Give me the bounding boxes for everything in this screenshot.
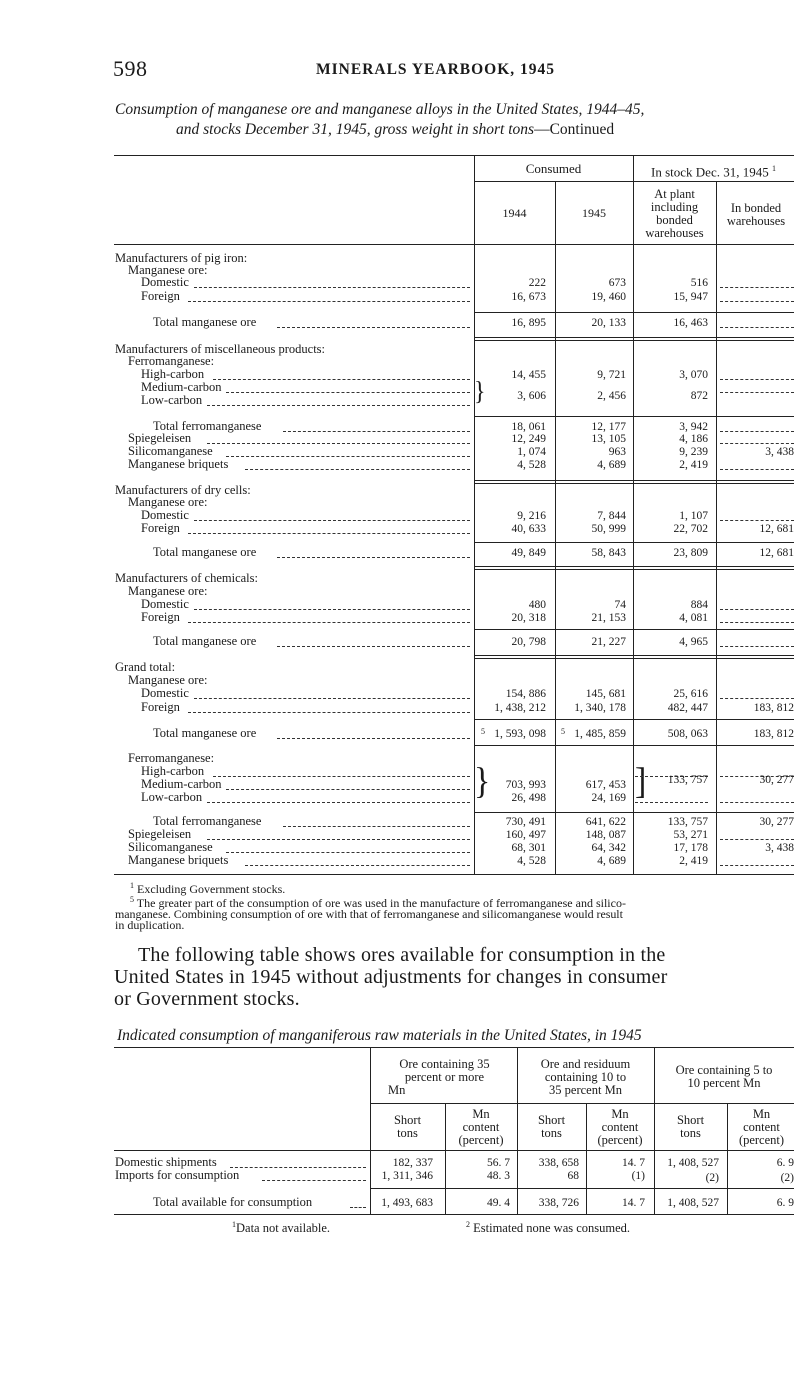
footnote-1: $^1$ Excluding Government stocks. [130, 881, 286, 896]
table1-cell-plant: 4, 081 [679, 612, 708, 624]
table1-cell-v1944: 40, 633 [511, 523, 546, 535]
table1-row-label: Total ferromanganese [153, 814, 262, 828]
leader-dots [207, 443, 470, 444]
table1-cell-plant: 15, 947 [673, 291, 708, 303]
table2-cell: 1, 311, 346 [381, 1170, 433, 1182]
subheader-mn-content-3: Mn content (percent) [738, 1107, 785, 1147]
table1-row-label: Total ferromanganese [153, 419, 262, 433]
leader-dots [226, 456, 470, 457]
table1-row-label: Foreign [141, 521, 180, 535]
table1-cell-v1945: 7, 844 [597, 510, 626, 522]
leader-dots [277, 557, 470, 558]
table1-cell-plant: 22, 702 [673, 523, 708, 535]
table1-cell-plant: 884 [690, 599, 708, 611]
empty-cell-dash [720, 622, 794, 623]
leader-dots [283, 431, 470, 432]
table1-row-label: Silicomanganese [128, 840, 213, 854]
leader-dots [262, 1180, 366, 1181]
table1-row-label: High-carbon [141, 367, 205, 381]
footnote-ref: 5 [561, 727, 565, 736]
footnote-5-line3: in duplication. [115, 918, 185, 932]
table1-cell-bonded: 3, 438 [765, 842, 794, 854]
leader-dots [277, 646, 470, 647]
table1-cell-v1944: 160, 497 [505, 829, 546, 841]
table2-cell: 1, 408, 527 [667, 1157, 719, 1169]
table1-cell-v1944: 4, 528 [517, 855, 546, 867]
empty-cell-dash [635, 802, 708, 803]
table1-cell-v1944: 4, 528 [517, 459, 546, 471]
table1-cell-v1944: 1, 438, 212 [494, 702, 546, 714]
table1-cell-v1944: 16, 895 [511, 317, 546, 329]
table2-cell: 182, 337 [392, 1157, 433, 1169]
table2-cell: 1, 408, 527 [667, 1197, 719, 1209]
table2-cell: (1) [631, 1170, 645, 1182]
table1-cell-v1944: 1, 593, 098 [494, 728, 546, 740]
table1-row-label: Total manganese ore [153, 545, 257, 559]
subheader-mn-content-1: Mn content (percent) [458, 1107, 504, 1147]
leader-dots [188, 712, 470, 713]
footnote-5-line2: manganese. Combining consumption of ore with that of ferromanganese and silicomanganese would result [115, 907, 623, 921]
leader-dots [188, 301, 470, 302]
empty-cell-dash [720, 520, 794, 521]
table1-cell-v1944: 14, 455 [511, 369, 546, 381]
body-paragraph-line1: The following table shows ores available for consumption in the [138, 944, 666, 966]
table1-row-label: Manganese ore: [128, 584, 208, 598]
table1-cell-plant: 16, 463 [673, 317, 708, 329]
leader-dots [194, 287, 470, 288]
header-at-plant: At plant including bonded warehouses [645, 187, 704, 240]
table2-footnote-1: $^1$Data not available. [232, 1220, 331, 1236]
table2-cell: (2) [705, 1172, 719, 1184]
empty-cell-dash [720, 609, 794, 610]
table1-cell-v1944: 730, 491 [505, 816, 546, 828]
table1-cell-v1945: 58, 843 [591, 547, 626, 559]
leader-dots [213, 379, 470, 380]
table1-cell-plant: 3, 070 [679, 369, 708, 381]
table2-row-label: Total available for consumption [153, 1195, 313, 1209]
table1-cell-plant: 23, 809 [673, 547, 708, 559]
table1-cell-v1945: 1, 485, 859 [574, 728, 626, 740]
table1-row-label: Medium-carbon [141, 380, 222, 394]
empty-cell-dash [720, 839, 794, 840]
empty-cell-dash [720, 301, 794, 302]
table1-row-label: Total manganese ore [153, 634, 257, 648]
table1-cell-v1944: 480 [528, 599, 546, 611]
running-title: MINERALS YEARBOOK, 1945 [316, 61, 556, 78]
table1-row-label: Foreign [141, 289, 180, 303]
table2-cell: 1, 493, 683 [381, 1197, 433, 1209]
table1-cell-v1945: 9, 721 [597, 369, 626, 381]
header-1945: 1945 [582, 206, 606, 220]
table1-cell-plant: 482, 447 [667, 702, 708, 714]
table1-row-label: Manufacturers of chemicals: [115, 571, 258, 585]
table1-cell-v1945: 74 [614, 599, 626, 611]
leader-dots [207, 405, 470, 406]
empty-cell-dash [720, 865, 794, 866]
table1-cell-v1944: 222 [528, 277, 546, 289]
table1-cell-v1945: 617, 453 [585, 779, 626, 791]
leader-dots [245, 469, 470, 470]
header-consumed: Consumed [525, 161, 582, 176]
table1-caption-line2: and stocks December 31, 1945, gross weight in short tons—Continued [176, 121, 615, 138]
table1-cell-v1944: 20, 798 [511, 636, 546, 648]
table1-cell-plant: 4, 965 [679, 636, 708, 648]
leader-dots [213, 776, 470, 777]
table2-cell: 48. 3 [487, 1170, 510, 1182]
table1-cell-bonded: 3, 438 [765, 446, 794, 458]
brace-grand-1944: } [474, 761, 491, 802]
table1-cell-v1945: 13, 105 [591, 433, 626, 445]
brace-misc: } [474, 377, 486, 407]
group-header-35pct: Ore containing 35 percent or more Mn [388, 1057, 490, 1097]
table1-row-label: Manganese briquets [128, 457, 229, 471]
table2-cell: 6. 9 [776, 1157, 794, 1169]
table1-row-label: Spiegeleisen [128, 827, 192, 841]
table2-cell: 6. 9 [776, 1197, 794, 1209]
table1-row-label: Total manganese ore [153, 726, 257, 740]
table1-cell-v1944: 26, 498 [511, 792, 546, 804]
table1-cell-plant: 1, 107 [679, 510, 708, 522]
table2-cell: 68 [567, 1170, 579, 1182]
table1-cell-v1945: 145, 681 [585, 688, 626, 700]
table1-cell-plant: 17, 178 [673, 842, 708, 854]
table2-caption: Indicated consumption of manganiferous raw materials in the United States, in 1945 [117, 1027, 642, 1044]
subheader-short-tons-1: Short tons [393, 1113, 422, 1140]
leader-dots [350, 1207, 366, 1208]
table1-cell-bonded: 30, 277 [759, 774, 794, 786]
table2-footnote-2: $^2$ Estimated none was consumed. [466, 1220, 631, 1236]
empty-cell-dash [720, 469, 794, 470]
leader-dots [283, 826, 470, 827]
table1-cell-plant: 2, 419 [679, 459, 708, 471]
leader-dots [226, 789, 470, 790]
subheader-short-tons-2: Short tons [537, 1113, 566, 1140]
table1-cell-bonded: 183, 812 [753, 702, 794, 714]
table1-row-label: Low-carbon [141, 790, 203, 804]
table1-row-label: Manufacturers of dry cells: [115, 483, 251, 497]
subheader-mn-content-2: Mn content (percent) [597, 1107, 643, 1147]
leader-dots [188, 533, 470, 534]
table1-row-label: Grand total: [115, 660, 176, 674]
empty-cell-dash [720, 327, 794, 328]
table1-row-label: Ferromanganese: [128, 354, 215, 368]
table1-row-label: Manganese ore: [128, 495, 208, 509]
table1-cell-v1945: 1, 340, 178 [574, 702, 626, 714]
table1-row-label: Manufacturers of pig iron: [115, 251, 248, 265]
table1-cell-v1944: 1, 074 [517, 446, 546, 458]
table2-row-label: Imports for consumption [115, 1168, 240, 1182]
leader-dots [207, 802, 470, 803]
footnote-ref: 5 [481, 727, 485, 736]
table1-cell-v1945: 2, 456 [597, 390, 626, 402]
header-in-bonded: In bonded warehouses [726, 201, 786, 228]
group-header-5to10pct: Ore containing 5 to 10 percent Mn [675, 1063, 773, 1090]
leader-dots [194, 609, 470, 610]
leader-dots [226, 392, 470, 393]
empty-cell-dash [720, 379, 794, 380]
table1-row-label: Silicomanganese [128, 444, 213, 458]
table1-cell-v1945: 4, 689 [597, 855, 626, 867]
table1-row-label: High-carbon [141, 764, 205, 778]
table1-cell-v1945: 20, 133 [591, 317, 626, 329]
table1-cell-v1945: 4, 689 [597, 459, 626, 471]
body-paragraph-line3: or Government stocks. [114, 988, 300, 1010]
table1-cell-plant: 2, 419 [679, 855, 708, 867]
table1-row-label: Domestic [141, 508, 189, 522]
table1-cell-v1945: 148, 087 [585, 829, 626, 841]
table1-row-label: Low-carbon [141, 393, 203, 407]
table1-cell-plant: 508, 063 [667, 728, 708, 740]
body-paragraph-line2: United States in 1945 without adjustments for changes in consumer [114, 966, 668, 988]
leader-dots [226, 852, 470, 853]
table2-cell: 338, 726 [538, 1197, 579, 1209]
table1-cell-v1944: 703, 993 [505, 779, 546, 791]
table2-cell: 14. 7 [622, 1157, 645, 1169]
table1-cell-v1944: 3, 606 [517, 390, 546, 402]
table1-cell-v1945: 963 [608, 446, 626, 458]
table1-row-label: Domestic [141, 597, 189, 611]
table1-cell-plant: 9, 239 [679, 446, 708, 458]
table1-cell-v1945: 50, 999 [591, 523, 626, 535]
table2-cell: 338, 658 [538, 1157, 579, 1169]
table1-row-label: Total manganese ore [153, 315, 257, 329]
subheader-short-tons-3: Short tons [676, 1113, 705, 1140]
table1-row-label: Foreign [141, 610, 180, 624]
table1-row-label: Domestic [141, 686, 189, 700]
table1-cell-v1944: 18, 061 [511, 421, 546, 433]
empty-cell-dash [720, 287, 794, 288]
table1-cell-v1945: 21, 153 [591, 612, 626, 624]
table1-row-label: Manganese briquets [128, 853, 229, 867]
table1-cell-v1944: 68, 301 [511, 842, 546, 854]
table2-cell: 49. 4 [487, 1197, 510, 1209]
empty-cell-dash [720, 443, 794, 444]
table1-cell-plant: 133, 757 [667, 816, 708, 828]
table2-cell: 14. 7 [622, 1197, 645, 1209]
table1-row-label: Spiegeleisen [128, 431, 192, 445]
table1-cell-bonded: 12, 681 [759, 523, 794, 535]
page-number: 598 [113, 56, 148, 81]
table1-cell-v1945: 19, 460 [591, 291, 626, 303]
empty-cell-dash [720, 646, 794, 647]
header-1944: 1944 [502, 206, 527, 220]
table1-cell-plant: 25, 616 [673, 688, 708, 700]
table1-cell-v1945: 64, 342 [591, 842, 626, 854]
table1-row-label: Ferromanganese: [128, 751, 215, 765]
table1-cell-plant: 133, 757 [667, 774, 708, 786]
table1-cell-v1944: 49, 849 [511, 547, 546, 559]
empty-cell-dash [720, 698, 794, 699]
brace-grand-1945: ] [635, 761, 647, 802]
leader-dots [245, 865, 470, 866]
table1-cell-bonded: 30, 277 [759, 816, 794, 828]
table1-cell-v1945: 24, 169 [591, 792, 626, 804]
table1-cell-v1945: 641, 622 [585, 816, 626, 828]
group-header-10to35pct: Ore and residuum containing 10 to 35 percent Mn [540, 1057, 631, 1097]
table1-cell-v1945: 21, 227 [591, 636, 626, 648]
table1-row-label: Medium-carbon [141, 777, 222, 791]
table1-cell-bonded: 12, 681 [759, 547, 794, 559]
table1-cell-v1945: 673 [608, 277, 626, 289]
table2-cell: (2) [780, 1172, 794, 1184]
table1-cell-plant: 53, 271 [673, 829, 708, 841]
table1-cell-v1944: 12, 249 [511, 433, 546, 445]
table1-cell-v1944: 9, 216 [517, 510, 546, 522]
leader-dots [194, 698, 470, 699]
empty-cell-dash [720, 392, 794, 393]
leader-dots [194, 520, 470, 521]
table1-cell-plant: 872 [690, 390, 708, 402]
table1-cell-bonded: 183, 812 [753, 728, 794, 740]
table1-cell-v1945: 12, 177 [591, 421, 626, 433]
table2-cell: 56. 7 [487, 1157, 510, 1169]
empty-cell-dash [720, 802, 794, 803]
leader-dots [188, 622, 470, 623]
footnote-5-line1: $^5$ The greater part of the consumption of ore was used in the manufacture of ferromanganese and silico- [130, 895, 626, 910]
leader-dots [207, 839, 470, 840]
table1-cell-plant: 3, 942 [679, 421, 708, 433]
table1-cell-v1944: 16, 673 [511, 291, 546, 303]
table1-cell-plant: 4, 186 [679, 433, 708, 445]
table1-row-label: Manganese ore: [128, 263, 208, 277]
header-instock: In stock Dec. 31, 1945 $^1$ [651, 164, 776, 180]
table1-row-label: Manufacturers of miscellaneous products: [115, 342, 326, 356]
table1-cell-v1944: 20, 318 [511, 612, 546, 624]
table1-caption-line1: Consumption of manganese ore and manganese alloys in the United States, 1944–45, [115, 101, 645, 118]
empty-cell-dash [720, 431, 794, 432]
table1-cell-v1944: 154, 886 [505, 688, 546, 700]
table2-row-label: Domestic shipments [115, 1155, 217, 1169]
leader-dots [230, 1167, 366, 1168]
leader-dots [277, 738, 470, 739]
table1-cell-plant: 516 [690, 277, 708, 289]
table1-row-label: Foreign [141, 700, 180, 714]
leader-dots [277, 327, 470, 328]
table1-row-label: Manganese ore: [128, 673, 208, 687]
table1-row-label: Domestic [141, 275, 189, 289]
